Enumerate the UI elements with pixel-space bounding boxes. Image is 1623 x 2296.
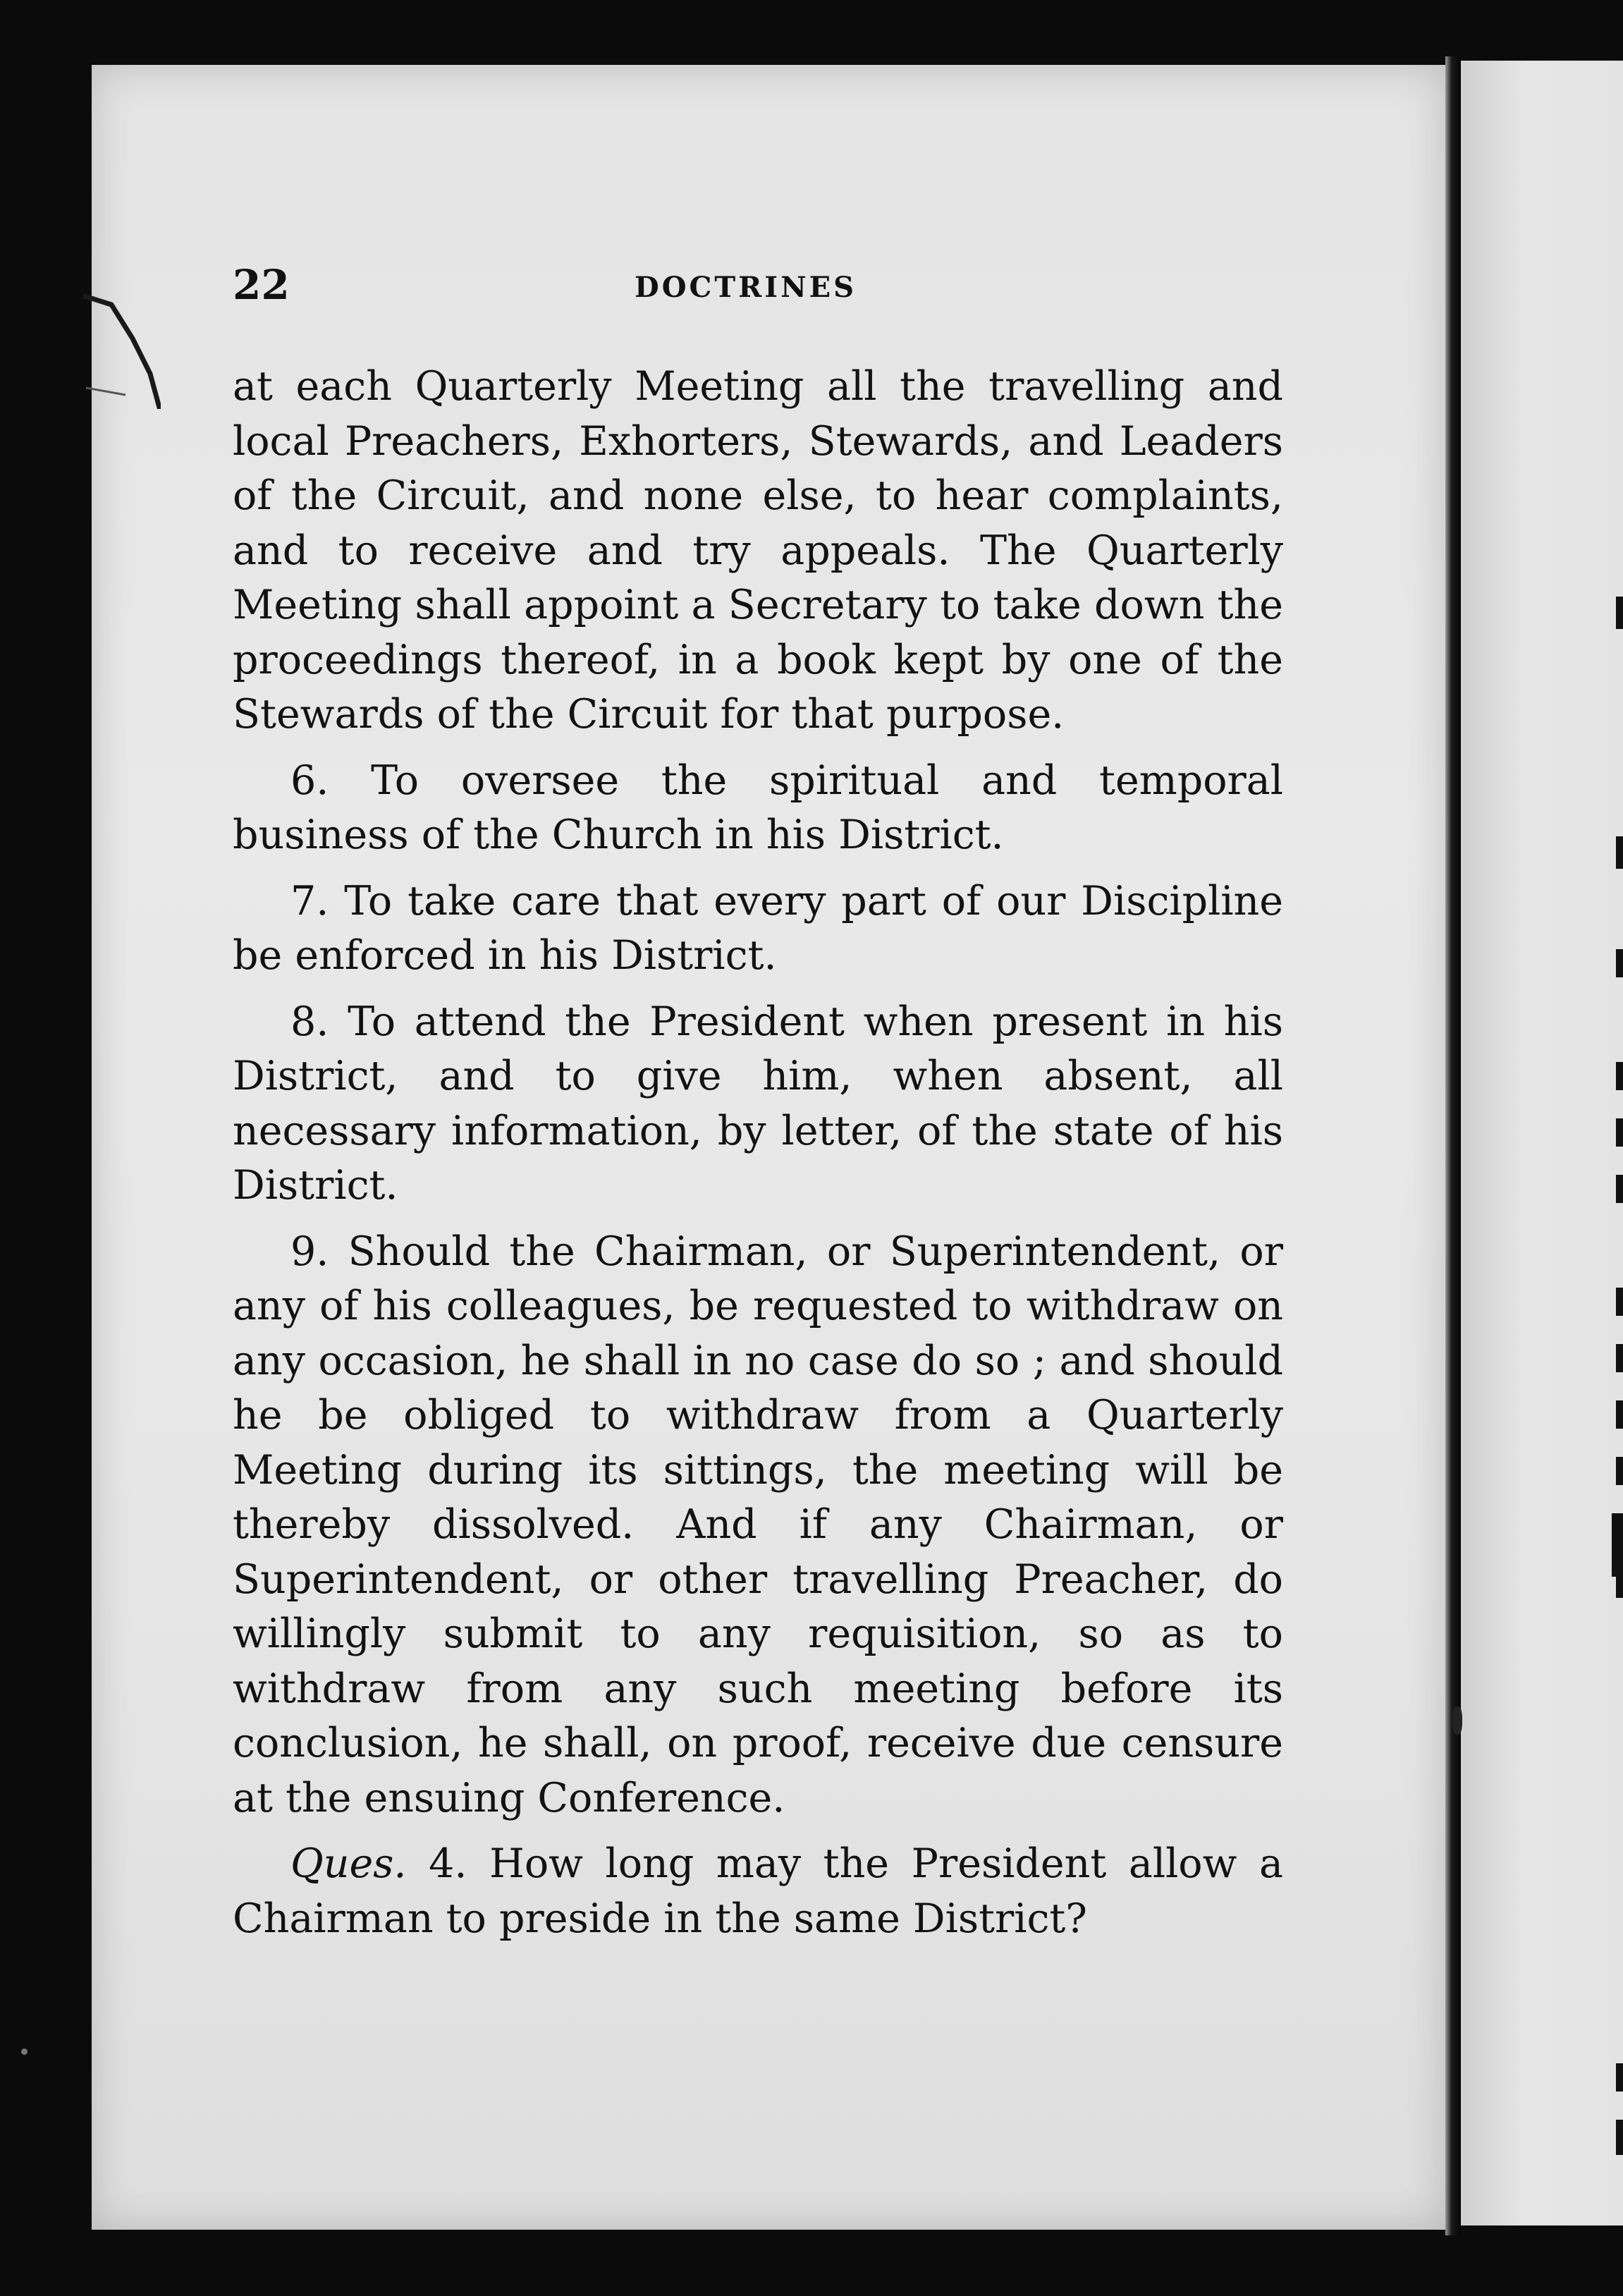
- paragraph-text: 7. To take care that every part of our Discipline be enforced in his District.: [233, 877, 1283, 979]
- adjacent-page-ink-mark: [1612, 1513, 1623, 1577]
- adjacent-page-ink-mark: [1616, 1570, 1623, 1598]
- page-header: [233, 261, 1290, 324]
- adjacent-page-edge: [1461, 61, 1623, 2225]
- adjacent-page-ink-mark: [1616, 1062, 1623, 1090]
- page-tear-mark: [83, 289, 161, 409]
- ink-speck: [1452, 1706, 1462, 1735]
- adjacent-page-ink-mark: [1616, 836, 1623, 869]
- adjacent-page-ink-mark: [1616, 2063, 1623, 2092]
- adjacent-page-ink-mark: [1616, 1118, 1623, 1147]
- paragraph-text: 6. To oversee the spiritual and temporal business of the Church in his District.: [233, 757, 1283, 858]
- adjacent-page-ink-mark: [1616, 949, 1623, 977]
- paragraph-item-9: [233, 1225, 1283, 1826]
- paragraph-text: 9. Should the Chairman, or Superintendent, or any of his colleagues, be requested to withdraw on any occasion, he shall in no case do so ; and should he be obliged to withdraw from a Quarterly Meeting during its sittings, the meeting will be thereby dissolved. And if any Chairman, or Superintendent, or other travelling Preacher, do willingly submit to any requisition, so as to withdraw from any such meeting before its conclusion, he shall, on proof, receive due censure at the ensuing Conference.: [233, 1228, 1283, 1821]
- ink-speck: [21, 2048, 27, 2055]
- paragraph-item-6: [233, 754, 1283, 863]
- adjacent-page-ink-mark: [1616, 1344, 1623, 1372]
- adjacent-page-ink-mark: [1616, 1457, 1623, 1485]
- adjacent-page-ink-mark: [1616, 1175, 1623, 1203]
- paragraph-text: 8. To attend the President when present in his District, and to give him, when absent, all necessary information, by letter, of the state of his District.: [233, 998, 1283, 1209]
- paragraph-continuation: [233, 360, 1283, 743]
- question-text: 4. How long may the President allow a Chairman to preside in the same District?: [233, 1840, 1283, 1942]
- page-number: 22: [233, 261, 290, 309]
- paragraph-item-8: [233, 995, 1283, 1214]
- adjacent-page-ink-mark: [1616, 2120, 1623, 2155]
- book-gutter: [1445, 56, 1461, 2235]
- adjacent-page-ink-mark: [1616, 1288, 1623, 1316]
- question-paragraph: [233, 1837, 1283, 1946]
- adjacent-page-ink-mark: [1616, 1400, 1623, 1429]
- body-text: [233, 360, 1283, 1946]
- adjacent-page-ink-mark: [1616, 597, 1623, 629]
- paragraph-text: at each Quarterly Meeting all the travelling and local Preachers, Exhorters, Stewards, and Leaders of the Circuit, and none else, to hear complaints, and to receive and try appeals. The Quarterly Meeting shall appoint a Secretary to take down the proceedings thereof, in a book kept by one of the Stewards of the Circuit for that purpose.: [233, 363, 1283, 738]
- paragraph-item-7: [233, 874, 1283, 984]
- running-head: DOCTRINES: [635, 271, 857, 304]
- question-label: Ques.: [290, 1840, 407, 1887]
